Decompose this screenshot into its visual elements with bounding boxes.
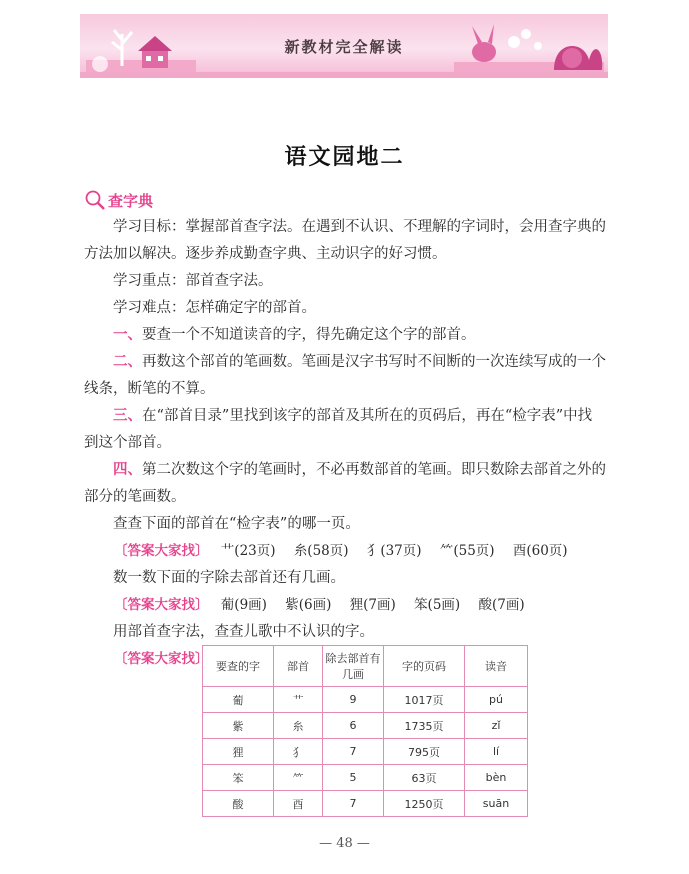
answer-item: 艹(23页) xyxy=(220,543,276,559)
lesson-title: 语文园地二 xyxy=(284,144,405,170)
header-bottom-stripe xyxy=(80,72,608,78)
answer-item: 酉(60页) xyxy=(512,543,568,559)
table-cell: 5 xyxy=(323,765,384,791)
answer-tag: 〔答案大家找〕 xyxy=(114,543,209,559)
table-row xyxy=(203,713,528,739)
table-cell: 笨 xyxy=(203,765,274,791)
learning-focus-text: 学习重点：部首查字法。 xyxy=(113,273,273,289)
learning-difficulty-text: 学习难点：怎样确定字的部首。 xyxy=(113,300,316,316)
table-cell: 艹 xyxy=(274,687,323,713)
question-one: 查查下面的部首在“检字表”的哪一页。 xyxy=(113,516,360,532)
lookup-table xyxy=(202,645,528,817)
header-title: 新教材完全解读 xyxy=(284,38,404,56)
step-four-text: 第二次数这个字的笔画时，不必再数部首的笔画。即只数除去部首之外的部分的笔画数。 xyxy=(84,462,606,505)
answer-item: 犭(37页) xyxy=(366,543,422,559)
page-footer: — 48 — xyxy=(319,836,370,851)
answer-item: 糸(58页) xyxy=(293,543,349,559)
table-cell: 7 xyxy=(323,791,384,817)
answer-item: 酸(7画) xyxy=(478,597,525,613)
question-three: 用部首查字法，查查儿歌中不认识的字。 xyxy=(113,624,374,640)
table-header-cell: 字的页码 xyxy=(384,646,465,687)
answer-item: 狸(7画) xyxy=(349,597,396,613)
answer-row-one xyxy=(84,538,614,565)
step-one-label: 一、 xyxy=(113,327,142,343)
table-cell: lí xyxy=(465,739,528,765)
table-header-cell: 除去部首有几画 xyxy=(323,646,384,687)
table-cell: 9 xyxy=(323,687,384,713)
table-cell: 795页 xyxy=(384,739,465,765)
step-four xyxy=(84,457,606,511)
step-one xyxy=(84,322,606,349)
step-one-text: 要查一个不知道读音的字，得先确定这个字的部首。 xyxy=(142,327,476,343)
table-cell: zǐ xyxy=(465,713,528,739)
table-cell: ⺮ xyxy=(274,765,323,791)
step-four-label: 四、 xyxy=(113,462,142,478)
magnifier-icon xyxy=(84,189,106,211)
section-heading xyxy=(84,188,153,212)
table-cell: 1017页 xyxy=(384,687,465,713)
step-two xyxy=(84,349,606,403)
page-header-banner xyxy=(80,14,608,78)
step-two-label: 二、 xyxy=(113,354,142,370)
table-cell: 7 xyxy=(323,739,384,765)
answer-tag: 〔答案大家找〕 xyxy=(114,597,209,613)
table-header-cell: 要查的字 xyxy=(203,646,274,687)
page-number: 48 xyxy=(336,836,353,851)
table-cell: 1250页 xyxy=(384,791,465,817)
table-row xyxy=(203,791,528,817)
answer-item: 紫(6画) xyxy=(285,597,332,613)
table-cell: bèn xyxy=(465,765,528,791)
table-row xyxy=(203,765,528,791)
question-two: 数一数下面的字除去部首还有几画。 xyxy=(113,570,345,586)
step-three-label: 三、 xyxy=(113,408,142,424)
step-three xyxy=(84,403,606,457)
table-cell: 犭 xyxy=(274,739,323,765)
step-three-text: 在“部首目录”里找到该字的部首及其所在的页码后，再在“检字表”中找到这个部首。 xyxy=(84,408,593,451)
table-cell: suān xyxy=(465,791,528,817)
table-cell: 6 xyxy=(323,713,384,739)
answer-row-three xyxy=(84,646,209,673)
table-cell: 紫 xyxy=(203,713,274,739)
table-cell: 葡 xyxy=(203,687,274,713)
table-cell: 63页 xyxy=(384,765,465,791)
table-cell: 酉 xyxy=(274,791,323,817)
learning-goal-text: 学习目标：掌握部首查字法。在遇到不认识、不理解的字词时，会用查字典的方法加以解决。逐步养成勤查字典、主动识字的好习惯。 xyxy=(84,219,606,262)
section-label: 查字典 xyxy=(108,191,154,210)
table-header-cell: 读音 xyxy=(465,646,528,687)
table-cell: 1735页 xyxy=(384,713,465,739)
answer-item: ⺮(55页) xyxy=(439,543,495,559)
answer-item: 葡(9画) xyxy=(220,597,267,613)
table-cell: 酸 xyxy=(203,791,274,817)
table-cell: 糸 xyxy=(274,713,323,739)
table-header-row xyxy=(203,646,528,687)
table-cell: pú xyxy=(465,687,528,713)
table-cell: 狸 xyxy=(203,739,274,765)
step-two-text: 再数这个部首的笔画数。笔画是汉字书写时不间断的一次连续写成的一个线条，断笔的不算。 xyxy=(84,354,606,397)
rabbit-flower-illustration-icon xyxy=(454,20,604,76)
table-row xyxy=(203,739,528,765)
answer-item: 笨(5画) xyxy=(414,597,461,613)
table-row xyxy=(203,687,528,713)
answer-row-two xyxy=(84,592,614,619)
table-header-cell: 部首 xyxy=(274,646,323,687)
answer-tag: 〔答案大家找〕 xyxy=(114,651,209,667)
